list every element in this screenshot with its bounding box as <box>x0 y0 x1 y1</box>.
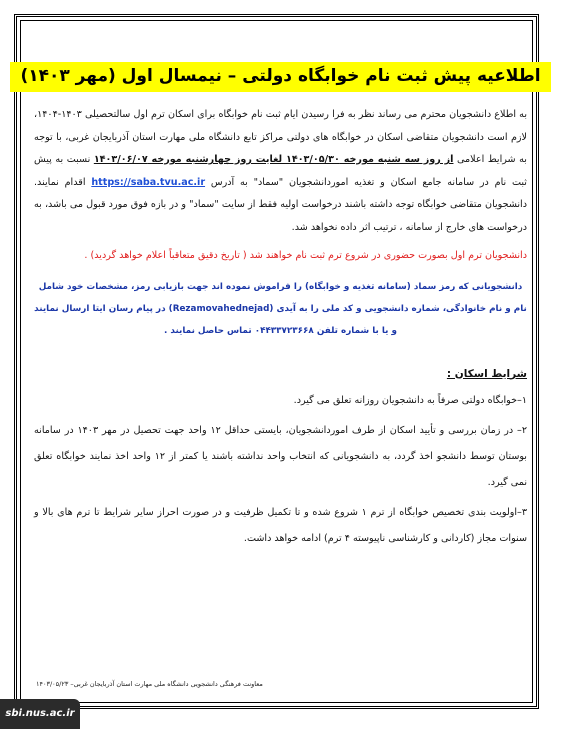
condition-item: ۱–خوابگاه دولتی صرفاً به دانشجویان روزانه تعلق می گیرد. <box>293 394 527 406</box>
intro-paragraph <box>34 104 527 239</box>
registration-dates: از روز سه شنبه مورخه ۱۴۰۳/۰۵/۳۰ لغایت روز چهارشنبه مورخه ۱۴۰۳/۰۶/۰۷ <box>93 154 454 165</box>
intro-text-c: اقدام نمایند. دانشجویان متقاضی خوابگاه توجه داشته باشند درخواست اولیه فقط از سایت "سماد" و در بازه فوق مورد قبول می باشد، به درخواست های خارج از سامانه ، ترتیب اثر داده نخواهد شد. <box>34 176 527 233</box>
conditions-heading: شرایط اسکان : <box>446 367 527 380</box>
site-watermark: sbi.nus.ac.ir <box>0 699 80 729</box>
footer-signature: معاونت فرهنگی دانشجویی دانشگاه ملی مهارت استان آذربایجان غربی– ۱۴۰۳/۰۵/۲۳ <box>36 680 263 688</box>
first-term-note: دانشجویان ترم اول بصورت حضوری در شروع ترم ثبت نام خواهند شد ( تاریخ دقیق متعاقباً اعلام خواهد گردید) . <box>84 250 527 261</box>
password-recovery-note: دانشجویانی که رمز سماد (سامانه تغذیه و خوابگاه) را فراموش نموده اند جهت بازیابی رمز، مشخصات خود شامل نام و نام خانوادگی، شماره دانشجویی و کد ملی را به آیدی (Rezamovahednejad) در پیام رسان ایتا ارسال نمایند و یا با شماره تلفن ۰۴۴۳۳۷۲۳۶۶۸ تماس حاصل نمایند . <box>34 281 527 336</box>
title-wrapper <box>0 62 561 92</box>
samad-link[interactable]: https://saba.tvu.ac.ir <box>91 176 206 188</box>
condition-item: ۲– در زمان بررسی و تأیید اسکان از طرف اموردانشجویان، بایستی حداقل ۱۲ واحد جهت تحصیل در مهر ۱۴۰۳ در سامانه بوستان توسط دانشجو اخذ گردد، به دانشجویانی که انتخاب واحد نداشته باشند یا کمتر از ۱۲ واحد اخذ نمایند خوابگاه تعلق نمی گیرد. <box>34 424 527 488</box>
intro-text-b: نسبت به پیش ثبت نام در سامانه جامع اسکان و تغذیه اموردانشجویان "سماد" به آدرس <box>34 154 527 188</box>
announcement-body <box>34 104 527 556</box>
announcement-title: اطلاعیه پیش ثبت نام خوابگاه دولتی – نیمسال اول (مهر ۱۴۰۳) <box>10 62 550 92</box>
intro-text-a: به اطلاع دانشجویان محترم می رساند نظر به فرا رسیدن ایام ثبت نام خوابگاه برای اسکان ترم اول سالتحصیلی ۱۴۰۳-۱۴۰۴، لازم است دانشجویان متقاضی اسکان در خوابگاه های دولتی مراکز تابع دانشگاه ملی مهارت استان آذربایجان غربی، با توجه به شرایط اعلامی <box>34 109 527 165</box>
condition-item: ۳–اولویت بندی تخصیص خوابگاه از ترم ۱ شروع شده و تا تکمیل ظرفیت و در صورت احراز سایر شرایط تا ترم های بالا و سنوات مجاز (کاردانی و کارشناسی ناپیوسته ۴ ترم) ادامه خواهد داشت. <box>34 506 527 544</box>
